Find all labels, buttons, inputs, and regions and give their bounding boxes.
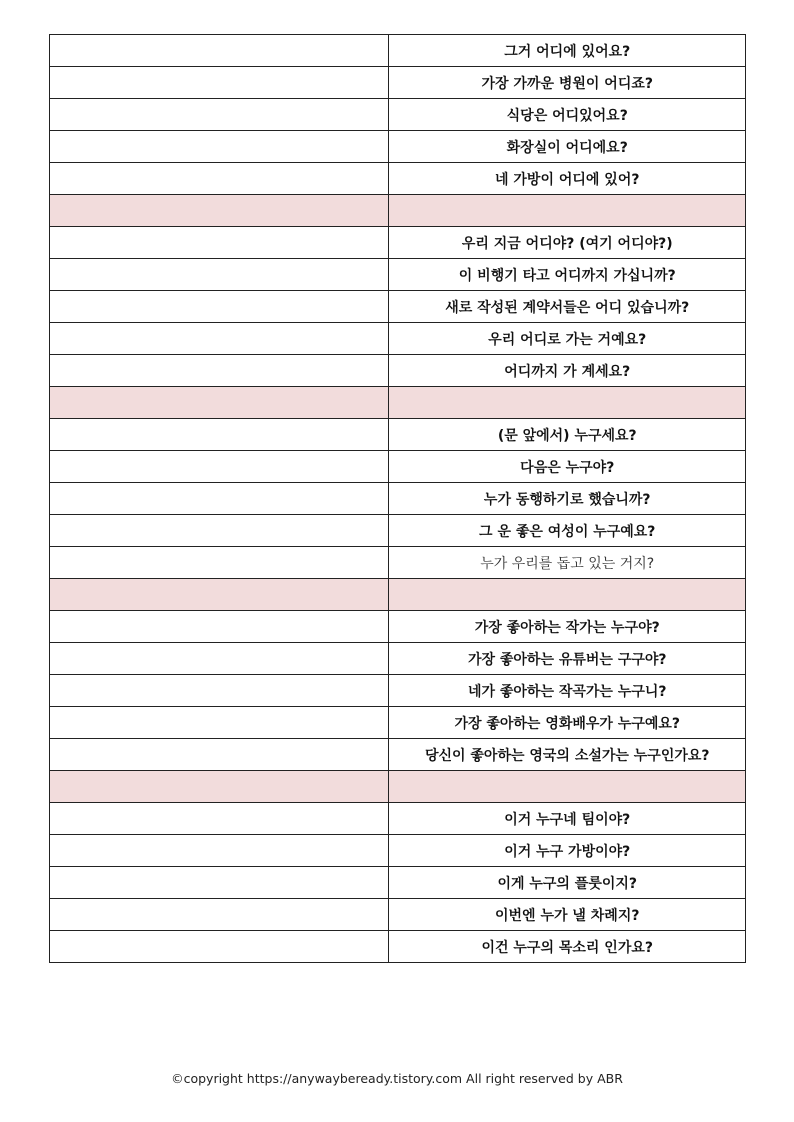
question-cell: 이건 누구의 목소리 인가요? bbox=[389, 931, 746, 963]
separator-cell bbox=[50, 387, 389, 419]
answer-cell bbox=[50, 707, 389, 739]
table-row bbox=[50, 867, 746, 899]
question-cell: 어디까지 가 계세요? bbox=[389, 355, 746, 387]
question-cell: 새로 작성된 계약서들은 어디 있습니까? bbox=[389, 291, 746, 323]
answer-cell bbox=[50, 899, 389, 931]
question-cell: (문 앞에서) 누구세요? bbox=[389, 419, 746, 451]
table-row bbox=[50, 355, 746, 387]
answer-cell bbox=[50, 931, 389, 963]
separator-cell bbox=[389, 387, 746, 419]
table-row bbox=[50, 611, 746, 643]
answer-cell bbox=[50, 35, 389, 67]
answer-cell bbox=[50, 611, 389, 643]
table-row bbox=[50, 67, 746, 99]
answer-cell bbox=[50, 739, 389, 771]
table-row bbox=[50, 163, 746, 195]
answer-cell bbox=[50, 675, 389, 707]
question-cell: 식당은 어디있어요? bbox=[389, 99, 746, 131]
answer-cell bbox=[50, 259, 389, 291]
table-row bbox=[50, 899, 746, 931]
question-cell: 화장실이 어디에요? bbox=[389, 131, 746, 163]
separator-cell bbox=[50, 579, 389, 611]
question-cell: 그거 어디에 있어요? bbox=[389, 35, 746, 67]
answer-cell bbox=[50, 67, 389, 99]
answer-cell bbox=[50, 803, 389, 835]
answer-cell bbox=[50, 99, 389, 131]
question-cell: 이거 누구네 팀이야? bbox=[389, 803, 746, 835]
copyright-footer: ©copyright https://anywaybeready.tistory.com All right reserved by ABR bbox=[171, 1071, 623, 1086]
question-cell: 누가 우리를 돕고 있는 거지? bbox=[389, 547, 746, 579]
question-cell: 이거 누구 가방이야? bbox=[389, 835, 746, 867]
question-cell: 우리 어디로 가는 거예요? bbox=[389, 323, 746, 355]
table-row bbox=[50, 675, 746, 707]
question-cell: 가장 좋아하는 영화배우가 누구예요? bbox=[389, 707, 746, 739]
answer-cell bbox=[50, 483, 389, 515]
answer-cell bbox=[50, 291, 389, 323]
worksheet-body bbox=[50, 35, 746, 963]
table-row bbox=[50, 515, 746, 547]
question-cell: 당신이 좋아하는 영국의 소설가는 누구인가요? bbox=[389, 739, 746, 771]
worksheet-table bbox=[49, 34, 746, 963]
separator-cell bbox=[389, 771, 746, 803]
table-row bbox=[50, 35, 746, 67]
answer-cell bbox=[50, 867, 389, 899]
question-cell: 그 운 좋은 여성이 누구예요? bbox=[389, 515, 746, 547]
answer-cell bbox=[50, 227, 389, 259]
separator-cell bbox=[389, 195, 746, 227]
question-cell: 이번엔 누가 낼 차례지? bbox=[389, 899, 746, 931]
table-row bbox=[50, 707, 746, 739]
table-row bbox=[50, 803, 746, 835]
question-cell: 누가 동행하기로 했습니까? bbox=[389, 483, 746, 515]
table-row bbox=[50, 227, 746, 259]
table-row bbox=[50, 323, 746, 355]
question-cell: 가장 좋아하는 작가는 누구야? bbox=[389, 611, 746, 643]
question-cell: 이 비행기 타고 어디까지 가십니까? bbox=[389, 259, 746, 291]
question-cell: 다음은 누구야? bbox=[389, 451, 746, 483]
question-cell: 가장 가까운 병원이 어디죠? bbox=[389, 67, 746, 99]
table-row bbox=[50, 931, 746, 963]
answer-cell bbox=[50, 451, 389, 483]
table-row bbox=[50, 547, 746, 579]
separator-row bbox=[50, 387, 746, 419]
answer-cell bbox=[50, 163, 389, 195]
answer-cell bbox=[50, 835, 389, 867]
question-cell: 우리 지금 어디야? (여기 어디야?) bbox=[389, 227, 746, 259]
separator-cell bbox=[50, 195, 389, 227]
table-row bbox=[50, 835, 746, 867]
answer-cell bbox=[50, 355, 389, 387]
answer-cell bbox=[50, 643, 389, 675]
answer-cell bbox=[50, 515, 389, 547]
separator-row bbox=[50, 771, 746, 803]
table-row bbox=[50, 483, 746, 515]
answer-cell bbox=[50, 131, 389, 163]
question-cell: 가장 좋아하는 유튜버는 구구야? bbox=[389, 643, 746, 675]
table-row bbox=[50, 451, 746, 483]
separator-cell bbox=[50, 771, 389, 803]
separator-cell bbox=[389, 579, 746, 611]
table-row bbox=[50, 131, 746, 163]
table-row bbox=[50, 259, 746, 291]
question-cell: 네가 좋아하는 작곡가는 누구니? bbox=[389, 675, 746, 707]
table-row bbox=[50, 739, 746, 771]
table-row bbox=[50, 419, 746, 451]
separator-row bbox=[50, 579, 746, 611]
answer-cell bbox=[50, 419, 389, 451]
question-cell: 이게 누구의 플룻이지? bbox=[389, 867, 746, 899]
table-row bbox=[50, 291, 746, 323]
separator-row bbox=[50, 195, 746, 227]
table-row bbox=[50, 99, 746, 131]
answer-cell bbox=[50, 323, 389, 355]
answer-cell bbox=[50, 547, 389, 579]
question-cell: 네 가방이 어디에 있어? bbox=[389, 163, 746, 195]
table-row bbox=[50, 643, 746, 675]
